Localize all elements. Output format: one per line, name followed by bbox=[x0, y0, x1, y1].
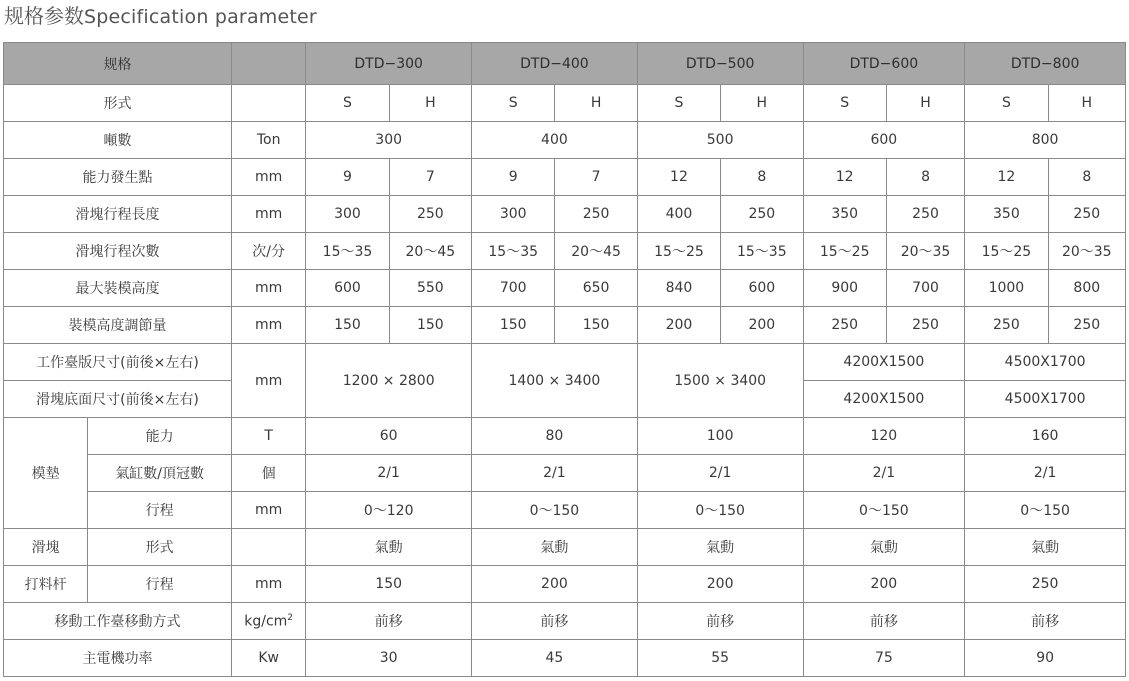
header-model: DTD−600 bbox=[803, 43, 965, 85]
cell: 2/1 bbox=[965, 455, 1126, 492]
row-label: 工作臺版尺寸(前後×左右) bbox=[4, 344, 232, 381]
row-unit bbox=[231, 529, 305, 566]
row-label: 形式 bbox=[88, 529, 232, 566]
cell: 20～45 bbox=[555, 233, 637, 270]
cell: 4500X1700 bbox=[965, 381, 1126, 418]
row-unit: mm bbox=[231, 270, 305, 307]
cell: 100 bbox=[637, 418, 803, 455]
cell: 75 bbox=[803, 640, 965, 677]
header-model: DTD−500 bbox=[637, 43, 803, 85]
cell: 250 bbox=[555, 196, 637, 233]
page-title-en: Specification parameter bbox=[84, 6, 317, 28]
cell: 前移 bbox=[637, 603, 803, 640]
cell: 600 bbox=[306, 270, 389, 307]
cell: 20～35 bbox=[886, 233, 964, 270]
row-label: 行程 bbox=[88, 566, 232, 603]
page-title bbox=[4, 3, 317, 29]
cell: 300 bbox=[306, 196, 389, 233]
row-unit: mm bbox=[231, 492, 305, 529]
row-label: 行程 bbox=[88, 492, 232, 529]
cell: 氣動 bbox=[306, 529, 472, 566]
row-unit: mm bbox=[231, 196, 305, 233]
cell: 氣動 bbox=[637, 529, 803, 566]
cell: 20～35 bbox=[1048, 233, 1125, 270]
cell: 前移 bbox=[965, 603, 1126, 640]
cell: 200 bbox=[637, 566, 803, 603]
row-label: 最大裝模高度 bbox=[4, 270, 232, 307]
cell: 150 bbox=[306, 566, 472, 603]
cell: 8 bbox=[886, 159, 964, 196]
table-row bbox=[4, 85, 1126, 122]
group-label: 滑塊 bbox=[4, 529, 88, 566]
cell: 700 bbox=[886, 270, 964, 307]
cell: S bbox=[637, 85, 720, 122]
cell: 0～150 bbox=[637, 492, 803, 529]
cell: 840 bbox=[637, 270, 720, 307]
row-label: 滑塊行程次數 bbox=[4, 233, 232, 270]
cell: 7 bbox=[389, 159, 471, 196]
cell: 1000 bbox=[965, 270, 1048, 307]
group-label: 模墊 bbox=[4, 418, 88, 529]
cell: 80 bbox=[472, 418, 638, 455]
cell: 氣動 bbox=[472, 529, 638, 566]
cell: 250 bbox=[1048, 196, 1125, 233]
cell: 800 bbox=[965, 122, 1126, 159]
cell: 15～35 bbox=[472, 233, 555, 270]
row-unit: mm bbox=[231, 566, 305, 603]
cell: 氣動 bbox=[803, 529, 965, 566]
cell: 氣動 bbox=[965, 529, 1126, 566]
row-label: 裝模高度調節量 bbox=[4, 307, 232, 344]
row-unit: 次/分 bbox=[231, 233, 305, 270]
row-unit bbox=[231, 603, 305, 640]
cell: 200 bbox=[637, 307, 720, 344]
cell: 550 bbox=[389, 270, 471, 307]
row-unit: mm bbox=[231, 159, 305, 196]
cell: S bbox=[306, 85, 389, 122]
table-row bbox=[4, 159, 1126, 196]
header-unit bbox=[231, 43, 305, 85]
cell: H bbox=[555, 85, 637, 122]
table-row bbox=[4, 455, 1126, 492]
cell: 150 bbox=[555, 307, 637, 344]
table-row bbox=[4, 122, 1126, 159]
cell: 600 bbox=[721, 270, 803, 307]
cell: 160 bbox=[965, 418, 1126, 455]
cell: 9 bbox=[306, 159, 389, 196]
cell: H bbox=[886, 85, 964, 122]
cell: S bbox=[803, 85, 886, 122]
row-unit: 個 bbox=[231, 455, 305, 492]
cell: 200 bbox=[721, 307, 803, 344]
cell: 1500 × 3400 bbox=[637, 344, 803, 418]
cell: 400 bbox=[637, 196, 720, 233]
cell: 前移 bbox=[472, 603, 638, 640]
table-row bbox=[4, 529, 1126, 566]
cell: 600 bbox=[803, 122, 965, 159]
cell: 前移 bbox=[803, 603, 965, 640]
cell: 12 bbox=[965, 159, 1048, 196]
cell: 250 bbox=[886, 307, 964, 344]
table-row bbox=[4, 418, 1126, 455]
cell: 200 bbox=[803, 566, 965, 603]
cell: 0～150 bbox=[965, 492, 1126, 529]
row-label: 能力 bbox=[88, 418, 232, 455]
cell: 650 bbox=[555, 270, 637, 307]
table-row bbox=[4, 307, 1126, 344]
cell: 250 bbox=[965, 566, 1126, 603]
header-model: DTD−300 bbox=[306, 43, 472, 85]
cell: 4500X1700 bbox=[965, 344, 1126, 381]
cell: 250 bbox=[721, 196, 803, 233]
cell: 8 bbox=[1048, 159, 1125, 196]
row-label: 形式 bbox=[4, 85, 232, 122]
unit-text: kg/cm bbox=[244, 613, 288, 630]
table-row bbox=[4, 566, 1126, 603]
header-label: 规格 bbox=[4, 43, 232, 85]
cell: 前移 bbox=[306, 603, 472, 640]
cell: 800 bbox=[1048, 270, 1125, 307]
cell: 250 bbox=[965, 307, 1048, 344]
cell: 300 bbox=[306, 122, 472, 159]
cell: 60 bbox=[306, 418, 472, 455]
cell: 150 bbox=[306, 307, 389, 344]
cell: 900 bbox=[803, 270, 886, 307]
cell: 15～35 bbox=[721, 233, 803, 270]
cell: 8 bbox=[721, 159, 803, 196]
row-unit bbox=[231, 85, 305, 122]
cell: 2/1 bbox=[306, 455, 472, 492]
row-label: 移動工作臺移動方式 bbox=[4, 603, 232, 640]
row-unit: Ton bbox=[231, 122, 305, 159]
cell: 0～120 bbox=[306, 492, 472, 529]
cell: H bbox=[1048, 85, 1125, 122]
cell: 30 bbox=[306, 640, 472, 677]
cell: 2/1 bbox=[472, 455, 638, 492]
cell: 4200X1500 bbox=[803, 344, 965, 381]
cell: 150 bbox=[389, 307, 471, 344]
row-label: 氣缸數/頂冠數 bbox=[88, 455, 232, 492]
cell: 20～45 bbox=[389, 233, 471, 270]
cell: S bbox=[472, 85, 555, 122]
table-row bbox=[4, 196, 1126, 233]
cell: 1400 × 3400 bbox=[472, 344, 638, 418]
cell: 12 bbox=[803, 159, 886, 196]
cell: 4200X1500 bbox=[803, 381, 965, 418]
header-model: DTD−400 bbox=[472, 43, 638, 85]
row-unit: Kw bbox=[231, 640, 305, 677]
table-row bbox=[4, 344, 1126, 381]
cell: H bbox=[389, 85, 471, 122]
cell: 250 bbox=[1048, 307, 1125, 344]
row-unit: mm bbox=[231, 344, 305, 418]
cell: 1200 × 2800 bbox=[306, 344, 472, 418]
cell: 300 bbox=[472, 196, 555, 233]
header-row bbox=[4, 43, 1126, 85]
table-row bbox=[4, 233, 1126, 270]
cell: 90 bbox=[965, 640, 1126, 677]
row-label: 主電機功率 bbox=[4, 640, 232, 677]
table-row bbox=[4, 640, 1126, 677]
cell: 15～25 bbox=[637, 233, 720, 270]
cell: 0～150 bbox=[803, 492, 965, 529]
cell: 2/1 bbox=[637, 455, 803, 492]
cell: 250 bbox=[886, 196, 964, 233]
page-title-zh: 规格参数 bbox=[4, 4, 84, 28]
group-label: 打料杆 bbox=[4, 566, 88, 603]
cell: 9 bbox=[472, 159, 555, 196]
row-label: 滑塊底面尺寸(前後×左右) bbox=[4, 381, 232, 418]
cell: 250 bbox=[389, 196, 471, 233]
cell: 350 bbox=[965, 196, 1048, 233]
cell: 700 bbox=[472, 270, 555, 307]
cell: 250 bbox=[803, 307, 886, 344]
row-label: 能力發生點 bbox=[4, 159, 232, 196]
table-row bbox=[4, 492, 1126, 529]
cell: 45 bbox=[472, 640, 638, 677]
cell: 15～25 bbox=[803, 233, 886, 270]
spec-table bbox=[3, 42, 1126, 677]
cell: S bbox=[965, 85, 1048, 122]
unit-superscript: 2 bbox=[287, 612, 294, 623]
cell: 2/1 bbox=[803, 455, 965, 492]
cell: 15～35 bbox=[306, 233, 389, 270]
row-label: 噸數 bbox=[4, 122, 232, 159]
cell: 15～25 bbox=[965, 233, 1048, 270]
table-row bbox=[4, 270, 1126, 307]
cell: 350 bbox=[803, 196, 886, 233]
cell: 7 bbox=[555, 159, 637, 196]
row-label: 滑塊行程長度 bbox=[4, 196, 232, 233]
cell: 150 bbox=[472, 307, 555, 344]
cell: 120 bbox=[803, 418, 965, 455]
cell: 55 bbox=[637, 640, 803, 677]
header-model: DTD−800 bbox=[965, 43, 1126, 85]
cell: 500 bbox=[637, 122, 803, 159]
row-unit: mm bbox=[231, 307, 305, 344]
cell: 12 bbox=[637, 159, 720, 196]
cell: H bbox=[721, 85, 803, 122]
cell: 400 bbox=[472, 122, 638, 159]
row-unit: T bbox=[231, 418, 305, 455]
cell: 200 bbox=[472, 566, 638, 603]
table-row bbox=[4, 603, 1126, 640]
cell: 0～150 bbox=[472, 492, 638, 529]
